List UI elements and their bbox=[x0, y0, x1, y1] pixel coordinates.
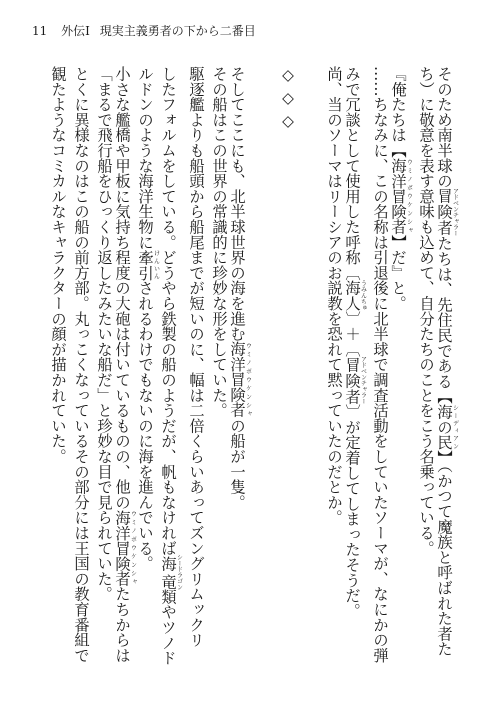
text-column: そのため南半球の冒険者アドベンチャラーたちは、先住民である【海の民シーディアン】（かつて魔族と呼ばれた者た bbox=[435, 66, 459, 657]
ruby-reading: けんいん bbox=[152, 249, 160, 281]
ruby-word: 海の民シーディアン bbox=[435, 404, 459, 450]
text-column: 『俺たちは【海洋冒険者ウミノボウケンシャ】だ』と。 bbox=[389, 66, 413, 311]
ruby-word: 海洋冒険者ウミノボウケンシャ bbox=[113, 509, 137, 587]
ruby-reading: シーディアン bbox=[451, 404, 459, 450]
text-column: 小さな艦橋や甲板に気持ち程度の大砲は付いているものの、他の海洋冒険者ウミノボウケンシャたちからは bbox=[113, 66, 137, 663]
text-column: したフォルムをしている。どうやら鉄製の船のようだが、帆もなければ海竜シードラゴン類やツノド bbox=[159, 66, 183, 666]
section-break-marks: ◇◇◇ bbox=[279, 66, 297, 135]
ruby-word: 海洋冒険者ウミノボウケンシャ bbox=[389, 157, 413, 235]
text-column: 観たようなコミカルなキャラクターの顔が描かれていた。 bbox=[49, 66, 67, 464]
text-column: ルドンのような海洋生物に牽引けんいんされるわけでもないのに海を進んでいる。 bbox=[136, 66, 160, 571]
ruby-reading: うみんちゅ bbox=[359, 280, 367, 311]
blank-column bbox=[301, 66, 320, 670]
page-number: 11 bbox=[32, 24, 48, 38]
text-column: 尚、当のソーマはリーシアのお説教を恐れて黙っていたのだとか。 bbox=[325, 66, 343, 525]
ruby-reading: アドベンチャラー bbox=[451, 188, 459, 237]
text-column: とくに異様なのはこの船の前方部。丸っこくなっているその部分には王国の教育番組で bbox=[72, 66, 90, 663]
text-column: そしてここにも、北半球世界の海を進む海洋冒険者ウミノボウケンシャの船が一隻。 bbox=[228, 66, 252, 510]
ruby-reading: シードラゴン bbox=[175, 554, 183, 591]
text-column: ち）に敬意を表す意味も込めて、自分たちのことをこう名乗っている。 bbox=[417, 66, 435, 556]
ruby-word: 冒険者アドベンチャラー bbox=[343, 356, 367, 405]
ruby-word: 海洋冒険者ウミノボウケンシャ bbox=[228, 341, 252, 418]
blank-column bbox=[255, 66, 274, 670]
text-column: 駆逐艦よりも船頭から船尾までが短いのに、幅は二倍くらいあってズングリムックリ bbox=[187, 66, 205, 648]
ruby-word: 冒険者アドベンチャラー bbox=[435, 188, 459, 237]
part-label: 外伝Ⅰ bbox=[61, 24, 90, 38]
text-column: その船はこの世界の常識的に珍妙な形をしていた。 bbox=[210, 66, 228, 418]
ruby-reading: ウミノボウケンシャ bbox=[405, 157, 413, 235]
text-column: みで冗談として使用した呼称〔海人うみんちゅ〕＋〔冒険者アドベンチャラー〕が定着してしまったそうだ。 bbox=[343, 66, 367, 619]
ruby-word: 海竜シードラゴン bbox=[159, 554, 183, 591]
text-column: ……ちなみに、この名称は引退後に北半球で調査活動をしていたソーマが、なにかの弾 bbox=[371, 66, 389, 663]
body-text bbox=[40, 66, 458, 670]
ruby-reading: ウミノボウケンシャ bbox=[129, 509, 137, 587]
ruby-word: 牽引けんいん bbox=[136, 249, 160, 281]
ruby-reading: アドベンチャラー bbox=[359, 356, 367, 405]
chapter-title: 現実主義勇者の下から二番目 bbox=[99, 24, 256, 38]
text-column: 「まるで飛行船をひっくり返したみたいな船だ」と珍妙な目で見られていた。 bbox=[95, 66, 113, 602]
ruby-reading: ウミノボウケンシャ bbox=[244, 341, 252, 418]
running-head bbox=[32, 22, 256, 39]
ruby-word: 海人うみんちゅ bbox=[343, 280, 367, 311]
